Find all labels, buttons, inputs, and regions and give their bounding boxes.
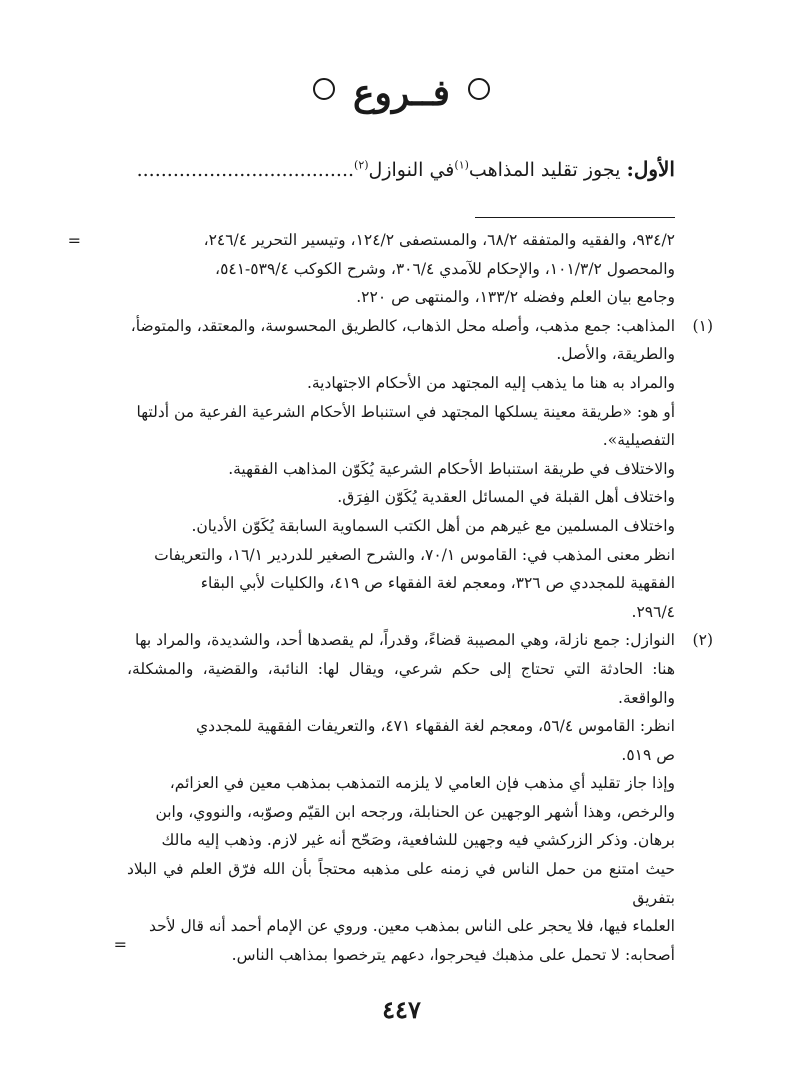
footnote-line: التفصيلية». <box>602 431 675 450</box>
statement-text-part2: في النوازل <box>368 159 455 181</box>
footnote-line: والطريقة، والأصل. <box>556 345 675 364</box>
continuation-mark-top: = <box>67 231 81 250</box>
continued-footnote-line: ٩٣٤/٢، والفقيه والمتفقه ٦٨/٢، والمستصفى ١٢٤/٢، وتيسير التحرير ٢٤٦/٤، <box>203 231 675 249</box>
footnote-number: (٢) <box>692 631 713 650</box>
circle-ornament-icon <box>468 78 490 100</box>
continuation-mark-bottom: = <box>113 935 127 954</box>
footnote-line: النوازل: جمع نازلة، وهي المصيبة قضاءً، وقدراً، لم يقصدها أحد، والشديدة، والمراد بها <box>135 631 675 650</box>
footnote-line: واختلاف أهل القبلة في المسائل العقدية يُكَوّن الفِرَق. <box>337 488 675 507</box>
footnote-line: ٢٩٦/٤. <box>631 602 675 621</box>
main-statement <box>115 156 675 183</box>
footnote-line: والمراد به هنا ما يذهب إليه المجتهد من الأحكام الاجتهادية. <box>306 373 675 392</box>
footnote-ref-2: (٢) <box>354 158 369 172</box>
footnote-line: برهان. وذكر الزركشي فيه وجهين للشافعية، وصَحّح أنه غير لازم. وذهب إليه مالك <box>161 831 675 850</box>
footnote-line: انظر معنى المذهب في: القاموس ٧٠/١، والشرح الصغير للدردير ١٦/١، والتعريفات <box>154 545 675 564</box>
footnote-line: المذاهب: جمع مذهب، وأصله محل الذهاب، كالطريق المحسوسة، والمعتقد، والمتوضأ، <box>130 316 675 335</box>
footnote-line: أصحابه: لا تحمل على مذهبك فيحرجوا، دعهم يترخصوا بمذاهب الناس. <box>231 945 675 964</box>
footnotes <box>127 226 713 969</box>
footnote-line: واختلاف المسلمين مع غيرهم من أهل الكتب السماوية السابقة يُكَوّن الأديان. <box>191 516 675 535</box>
footnote-line: أو هو: «طريقة معينة يسلكها المجتهد في استنباط الأحكام الشرعية الفرعية من أدلتها <box>136 402 675 421</box>
footnote-line: حيث امتنع من حمل الناس في زمنه على مذهبه محتجاً بأن الله فرّق العلم في البلاد بتفريق <box>127 860 675 907</box>
section-heading <box>0 72 803 114</box>
footnote-line: الفقهية للمجددي ص ٣٢٦، ومعجم لغة الفقهاء ص ٤١٩، والكليات لأبي البقاء <box>200 574 675 593</box>
statement-dots: .................................... <box>136 159 355 181</box>
section-title: فــروع <box>352 72 451 114</box>
footnote-ref-1: (١) <box>454 158 469 172</box>
footnote-number: (١) <box>692 316 713 335</box>
footnote-2 <box>127 626 713 969</box>
footnote-line: والرخص، وهذا أشهر الوجهين عن الحنابلة، ورجحه ابن القيّم وصوّبه، والنووي، وابن <box>155 802 675 821</box>
circle-ornament-icon <box>313 78 335 100</box>
footnote-line: العلماء فيها، فلا يحجر على الناس بمذهب معين. وروي عن الإمام أحمد أنه قال لأحد <box>149 917 675 936</box>
continued-footnote-line: وجامع بيان العلم وفضله ١٣٣/٢، والمنتهى ص ٢٢٠. <box>356 288 675 307</box>
footnote-line: وإذا جاز تقليد أي مذهب فإن العامي لا يلزمه التمذهب بمذهب معين في العزائم، <box>169 774 675 793</box>
continued-footnote-line: والمحصول ١٠١/٣/٢، والإحكام للآمدي ٣٠٦/٤، وشرح الكوكب ٥٣٩/٤-٥٤١، <box>215 259 675 278</box>
statement-label: الأول: <box>626 157 675 181</box>
footnote-1 <box>127 312 713 627</box>
statement-text-part1: يجوز تقليد المذاهب <box>468 159 621 181</box>
footnote-line: والاختلاف في طريقة استنباط الأحكام الشرعية يُكَوّن المذاهب الفقهية. <box>228 459 675 478</box>
footnote-line: ص ٥١٩. <box>621 745 675 764</box>
footnote-separator <box>475 217 675 218</box>
page-number: ٤٤٧ <box>382 995 421 1024</box>
footnote-line: هنا: الحادثة التي تحتاج إلى حكم شرعي، ويقال لها: النائبة، والقضية، والمشكلة، والواقعة. <box>127 659 675 707</box>
footnote-line: انظر: القاموس ٥٦/٤، ومعجم لغة الفقهاء ٤٧١، والتعريفات الفقهية للمجددي <box>196 717 675 736</box>
